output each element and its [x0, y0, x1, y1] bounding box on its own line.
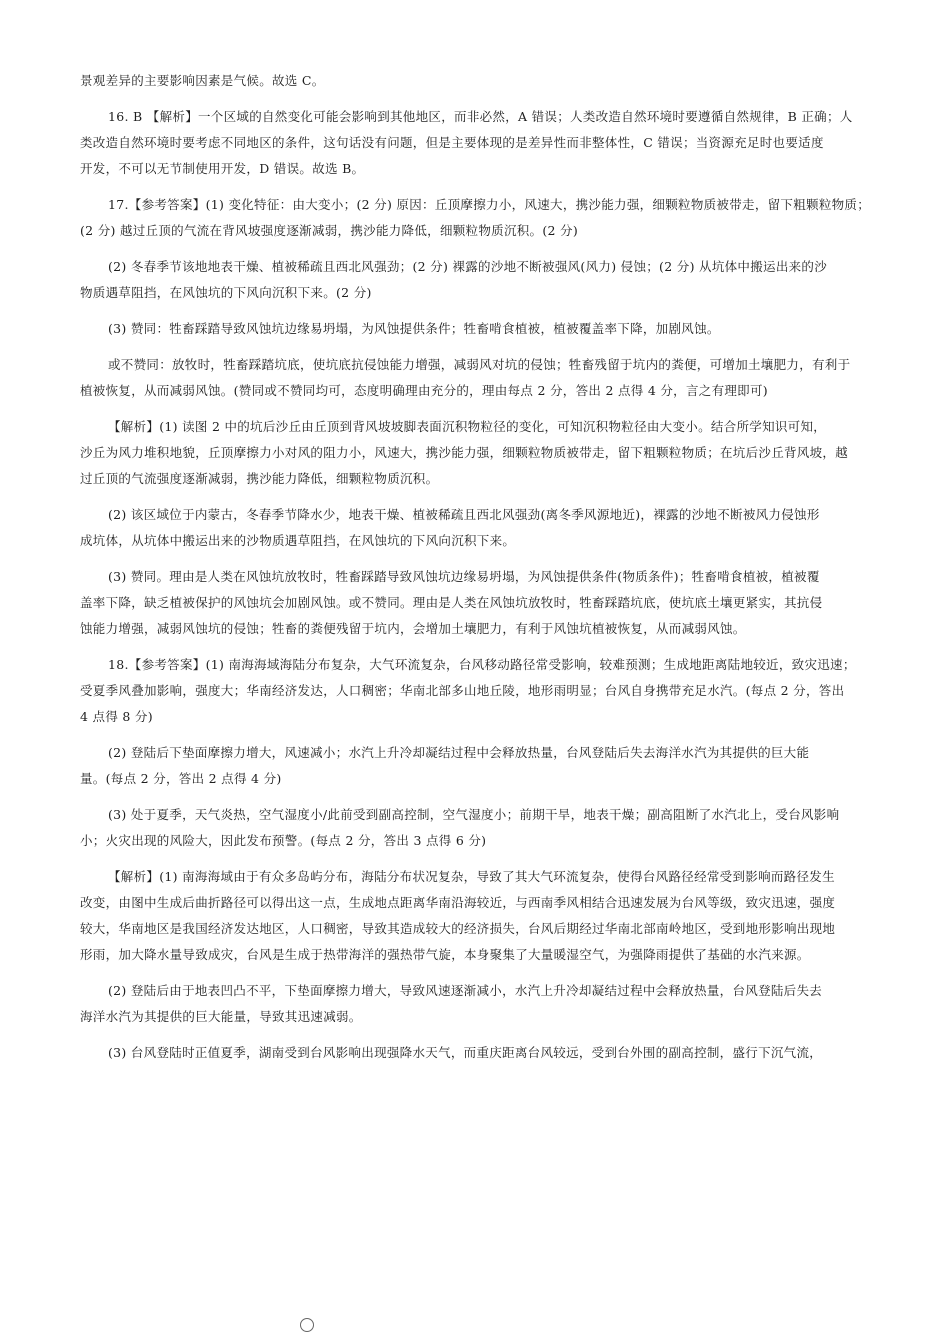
- paragraph-gap: [80, 404, 874, 414]
- text-line: 盖率下降，缺乏植被保护的风蚀坑会加剧风蚀。或不赞同。理由是人类在风蚀坑放牧时，牲畜踩踏坑底，使坑底土壤更紧实，其抗侵: [80, 595, 823, 610]
- text-line: 景观差异的主要影响因素是气候。故选 C。: [80, 73, 325, 88]
- text-line: 【解析】(1) 南海海域由于有众多岛屿分布，海陆分布状况复杂，导致了其大气环流复杂，使得台风路径经常受到影响而路径发生: [108, 869, 835, 884]
- paragraph-gap: [80, 182, 874, 192]
- paragraph-gap: [80, 792, 874, 802]
- text-line: 小；火灾出现的风险大，因此发布预警。(每点 2 分，答出 3 点得 6 分): [80, 833, 487, 848]
- text-line: (2) 登陆后由于地表凹凸不平，下垫面摩擦力增大，导致风速逐渐减小，水汽上升冷却凝结过程中会释放热量，台风登陆后失去: [108, 983, 823, 998]
- text-line: 类改造自然环境时要考虑不同地区的条件，这句话没有问题，但是主要体现的是差异性而非整体性，C 错误；当资源充足时也要适度: [80, 135, 824, 150]
- text-line: 【解析】(1) 读图 2 中的坑后沙丘由丘顶到背风坡坡脚表面沉积物粒径的变化，可知沉积物粒径由大变小。结合所学知识可知，: [108, 419, 827, 434]
- text-line: (2) 该区域位于内蒙古，冬春季节降水少，地表干燥、植被稀疏且西北风强劲(离冬季风源地近)，裸露的沙地不断被风力侵蚀形: [108, 507, 820, 522]
- text-line: 形雨，加大降水量导致成灾，台风是生成于热带海洋的强热带气旋，本身聚集了大量暖湿空气，为强降雨提供了基础的水汽来源。: [80, 947, 810, 962]
- paragraph-gap: [80, 642, 874, 652]
- text-line: 植被恢复，从而减弱风蚀。(赞同或不赞同均可，态度明确理由充分的，理由每点 2 分，答出 2 点得 4 分，言之有理即可): [80, 383, 768, 398]
- text-line: 沙丘为风力堆积地貌，丘顶摩擦力小对风的阻力小，风速大，携沙能力强，细颗粒物质被带走，留下粗颗粒物质；在坑后沙丘背风坡，越: [80, 445, 849, 460]
- text-line: 海洋水汽为其提供的巨大能量，导致其迅速减弱。: [80, 1009, 362, 1024]
- text-line: (3) 赞同：牲畜踩踏导致风蚀坑边缘易坍塌，为风蚀提供条件；牲畜啃食植被，植被覆盖率下降，加剧风蚀。: [108, 321, 720, 336]
- paragraph-gap: [80, 306, 874, 316]
- text-line: 开发，不可以无节制使用开发，D 错误。故选 B。: [80, 161, 365, 176]
- text-line: 较大，华南地区是我国经济发达地区，人口稠密，导致其造成较大的经济损失，台风后期经过华南北部南岭地区，受到地形影响出现地: [80, 921, 836, 936]
- text-line: (3) 台风登陆时正值夏季，湖南受到台风影响出现强降水天气，而重庆距离台风较远，受到台外围的副高控制，盛行下沉气流，: [108, 1045, 823, 1060]
- text-line: 4 点得 8 分): [80, 709, 153, 724]
- text-line: (3) 赞同。理由是人类在风蚀坑放牧时，牲畜踩踏导致风蚀坑边缘易坍塌，为风蚀提供条件(物质条件)；牲畜啃食植被，植被覆: [108, 569, 820, 584]
- text-line: (2 分) 越过丘顶的气流在背风坡强度逐渐减弱，携沙能力降低，细颗粒物质沉积。(2 分): [80, 223, 579, 238]
- paragraph-gap: [80, 492, 874, 502]
- text-line: 蚀能力增强，减弱风蚀坑的侵蚀；牲畜的粪便残留于坑内，会增加土壤肥力，有利于风蚀坑植被恢复，从而减弱风蚀。: [80, 621, 746, 636]
- page-footer: [300, 1306, 660, 1334]
- paragraph-gap: [80, 854, 874, 864]
- text-line: (2) 登陆后下垫面摩擦力增大，风速减小；水汽上升冷却凝结过程中会释放热量，台风登陆后失去海洋水汽为其提供的巨大能: [108, 745, 810, 760]
- footer-logo-icon: [300, 1318, 314, 1332]
- paragraph-gap: [80, 244, 874, 254]
- text-line: 量。(每点 2 分，答出 2 点得 4 分): [80, 771, 282, 786]
- text-line: 成坑体，从坑体中搬运出来的沙物质遇草阻挡，在风蚀坑的下风向沉积下来。: [80, 533, 516, 548]
- paragraph-gap: [80, 554, 874, 564]
- paragraph-gap: [80, 342, 874, 352]
- text-line: 受夏季风叠加影响，强度大；华南经济发达，人口稠密；华南北部多山地丘陵，地形雨明显；台风自身携带充足水汽。(每点 2 分，答出: [80, 683, 845, 698]
- text-line: 物质遇草阻挡，在风蚀坑的下风向沉积下来。(2 分): [80, 285, 372, 300]
- text-line: (3) 处于夏季，天气炎热，空气湿度小/此前受到副高控制，空气湿度小；前期干旱，地表干燥；副高阻断了水汽北上，受台风影响: [108, 807, 840, 822]
- text-line: (2) 冬春季节该地地表干燥、植被稀疏且西北风强劲；(2 分) 裸露的沙地不断被强风(风力) 侵蚀；(2 分) 从坑体中搬运出来的沙: [108, 259, 828, 274]
- text-line: 改变，由图中生成后曲折路径可以得出这一点，生成地点距离华南沿海较近，与西南季风相结合迅速发展为台风等级，致灾迅速，强度: [80, 895, 836, 910]
- text-line: 18.【参考答案】(1) 南海海域海陆分布复杂，大气环流复杂，台风移动路径常受影响，较难预测；生成地距离陆地较近，致灾迅速；: [108, 657, 856, 672]
- text-line: 过丘顶的气流强度逐渐减弱，携沙能力降低，细颗粒物质沉积。: [80, 471, 439, 486]
- paragraph-gap: [80, 968, 874, 978]
- text-line: 16. B 【解析】一个区域的自然变化可能会影响到其他地区，而非必然，A 错误；人类改造自然环境时要遵循自然规律，B 正确；人: [108, 109, 853, 124]
- text-line: 17.【参考答案】(1) 变化特征：由大变小；(2 分) 原因：丘顶摩擦力小，风速大，携沙能力强，细颗粒物质被带走，留下粗颗粒物质；: [108, 197, 871, 212]
- text-line: 或不赞同：放牧时，牲畜踩踏坑底，使坑底抗侵蚀能力增强，减弱风对坑的侵蚀；牲畜残留于坑内的粪便，可增加土壤肥力，有利于: [108, 357, 851, 372]
- paragraph-gap: [80, 1030, 874, 1040]
- paragraph-gap: [80, 730, 874, 740]
- paragraph-gap: [80, 94, 874, 104]
